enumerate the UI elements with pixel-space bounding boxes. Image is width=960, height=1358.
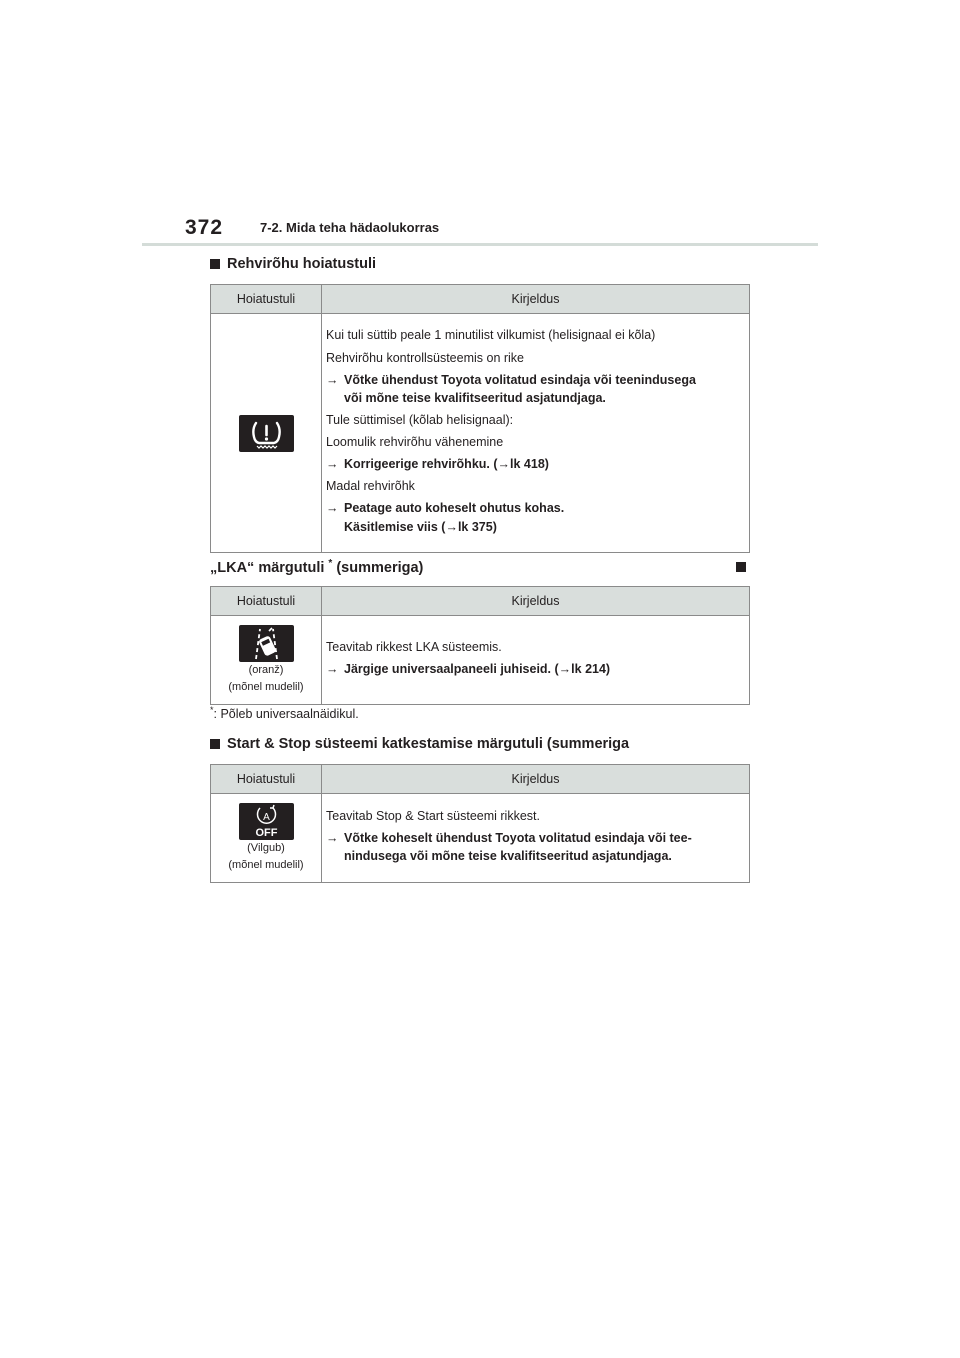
tire-section-heading [210, 256, 376, 272]
col-header-light: Hoiatustuli [211, 765, 322, 794]
lka-lane-departure-icon [239, 625, 294, 662]
tire-line-3: Tule süttimisel (kõlab helisignaal): [326, 412, 514, 427]
lka-action [326, 660, 743, 678]
lka-section-title [210, 558, 423, 576]
icon-caption-models: (mõnel mudelil) [228, 680, 304, 693]
lka-section-heading [210, 556, 750, 578]
icon-caption-status: (Vilgub) [247, 842, 285, 854]
tire-line-1: Kui tuli süttib peale 1 minutilist vilkumist (helisignaal ei kõla) [326, 328, 656, 343]
footnote-mark: * [210, 705, 214, 715]
chapter-title: 7-2. Mida teha hädaolukorras [260, 220, 440, 235]
bullet-square-icon [210, 259, 220, 269]
arrow-icon: → [326, 372, 339, 387]
tire-action-2 [326, 455, 743, 473]
stop-start-letter: A [262, 812, 270, 823]
lka-line-1: Teavitab rikkest LKA süsteemis. [326, 639, 502, 654]
footnote-text: : Põleb universaalnäidikul. [213, 707, 359, 722]
arrow-icon: → [326, 830, 339, 845]
bullet-square-icon [736, 562, 746, 572]
header-divider [142, 243, 818, 246]
description-cell [322, 616, 750, 705]
tire-line-5: Madal rehvirõhk [326, 479, 415, 494]
tire-line-4: Loomulik rehvirõhu vähenemine [326, 435, 504, 449]
icon-cell [211, 616, 322, 705]
tire-action-1 [326, 371, 743, 407]
page-ref-link[interactable]: lk 418) [510, 457, 549, 472]
stop-start-action-b: nindusega või mõne teise kvalifitseeritud asjatundjaga. [344, 849, 672, 864]
icon-cell [211, 314, 322, 553]
table-row [211, 794, 750, 883]
icon-caption-color: (oranž) [248, 664, 284, 676]
arrow-icon: → [326, 457, 339, 472]
tire-line-2: Rehvirõhu kontrollsüsteemis on rike [326, 350, 525, 365]
tire-action-2-text: Korrigeerige rehvirõhku. ( [344, 457, 498, 472]
table-header-row [211, 285, 750, 314]
tire-action-1a: Võtke ühendust Toyota volitatud esindaja või teenindusega [344, 372, 696, 387]
description-cell [322, 794, 750, 883]
tire-pressure-warning-icon [239, 415, 294, 452]
lka-title-suffix: (summeriga) [332, 559, 424, 576]
lka-warning-table [210, 586, 750, 705]
tire-action-3a: Peatage auto koheselt ohutus kohas. [344, 501, 565, 516]
tire-action-1b: või mõne teise kvalifitseeritud asjatundjaga. [344, 390, 606, 405]
page-ref-link[interactable]: lk 375) [457, 519, 497, 534]
lka-action-text: Järgige universaalpaneeli juhiseid. ( [344, 662, 559, 676]
icon-caption-models: (mõnel mudelil) [228, 858, 304, 871]
col-header-light: Hoiatustuli [211, 285, 322, 314]
bullet-square-icon [210, 739, 220, 749]
arrow-icon: → [558, 662, 572, 676]
tire-warning-table [210, 284, 750, 553]
stop-start-line-1: Teavitab Stop & Start süsteemi rikkest. [326, 808, 540, 823]
stop-start-action-a: Võtke koheselt ühendust Toyota volitatud esindaja või tee- [344, 830, 692, 845]
description-cell [322, 314, 750, 553]
tire-section-title: Rehvirõhu hoiatustuli [227, 256, 377, 272]
arrow-icon: → [497, 457, 511, 472]
stop-start-section-heading [210, 736, 629, 752]
asterisk-mark: * [328, 558, 333, 569]
page-ref-link[interactable]: lk 214) [571, 662, 611, 676]
table-row [211, 616, 750, 705]
table-header-row [211, 587, 750, 616]
col-header-description: Kirjeldus [322, 285, 750, 314]
tire-action-3 [326, 499, 743, 535]
arrow-icon: → [326, 662, 339, 676]
col-header-light: Hoiatustuli [211, 587, 322, 616]
stop-start-off-text: OFF [255, 827, 277, 839]
col-header-description: Kirjeldus [322, 587, 750, 616]
page-number: 372 [185, 216, 224, 239]
footnote [210, 705, 359, 721]
stop-start-off-icon [239, 803, 294, 840]
tire-action-3b-text: Käsitlemise viis ( [344, 519, 446, 534]
table-row [211, 314, 750, 553]
stop-start-action [326, 829, 743, 865]
icon-cell [211, 794, 322, 883]
arrow-icon: → [326, 501, 339, 516]
lka-title-text: „LKA“ märgutuli [210, 559, 325, 576]
stop-start-warning-table [210, 764, 750, 883]
col-header-description: Kirjeldus [322, 765, 750, 794]
table-header-row [211, 765, 750, 794]
arrow-icon: → [445, 519, 458, 534]
stop-start-section-title: Start & Stop süsteemi katkestamise märgutuli (summeriga [227, 736, 630, 752]
